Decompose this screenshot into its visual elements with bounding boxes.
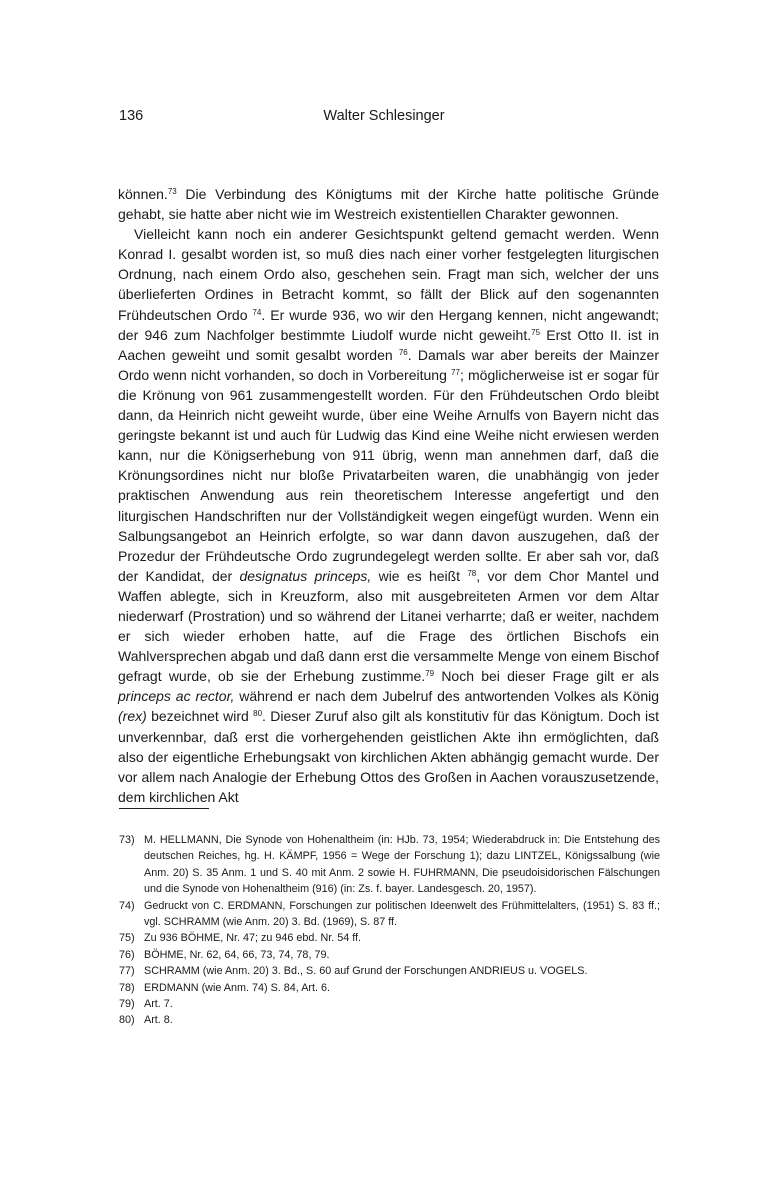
paragraph-2: [118, 224, 659, 807]
footnote-79: [119, 996, 660, 1012]
text-run: können.: [118, 186, 168, 202]
italic-term: designatus princeps,: [239, 567, 372, 584]
footnote-number: 80): [119, 1014, 135, 1027]
text-run: . Damals war aber bereits der Mainzer Ordo wenn nicht vorhanden, so doch in Vorbereitung: [118, 346, 659, 383]
paragraph-1: [118, 184, 659, 224]
footnote-ref-78: 78: [467, 568, 477, 578]
text-run: Die Verbindung des Königtums mit der Kirche hatte politische Gründe gehabt, sie hatte aber nicht wie im Westreich existentiellen Charakter gewonnen.: [118, 186, 659, 223]
footnote-ref-77: 77: [451, 367, 460, 377]
footnote-ref-80: 80: [253, 709, 263, 719]
text-run: während er nach dem Jubelruf des antwortenden Volkes als König: [234, 688, 660, 705]
footnote-ref-79: 79: [425, 669, 435, 679]
footnote-74: [119, 898, 660, 931]
italic-term: (rex): [118, 708, 147, 725]
footnote-77: [119, 963, 660, 979]
footnote-75: [119, 930, 660, 946]
text-run: ; möglicherweise ist er sogar für die Krönung von 961 zusammengestellt worden. Für den Frühdeutschen Ordo bleibt dann, da Heinrich nicht geweiht wurde, über eine Weihe Arnulfs von Bayern nicht das geringste bekannt ist und auch für Ludwig das Kind eine Weihe nicht erwiesen werden kann, nur die Königserhebung von 911 übrig, wenn man annehmen darf, daß die Krönungsordines nicht nur bloße Privatarbeiten waren, die unabhängig von jeder praktischen Anwendung aus rein theoretischem Interesse angefertigt und den liturgischen Handschriften nur der Vollständigkeit wegen eingefügt wurden. Wenn ein Salbungsangebot an Heinrich erfolgte, so war dann davon auszugehen, daß der Prozedur der Frühdeutsche Ordo zugrundegelegt werden sollte. Er aber sah vor, daß der Kandidat, der: [118, 366, 659, 584]
footnote-73: [119, 832, 660, 898]
text-run: wie es heißt: [371, 567, 468, 584]
text-run: . Er wurde 936, wo wir den Hergang kennen, nicht angewandt; der 946 zum Nachfolger bestimmte Liudolf wurde nicht geweiht.: [118, 306, 659, 343]
footnote-number: 73): [119, 834, 135, 846]
text-run: Erst Otto II. ist in Aachen geweiht und somit gesalbt worden: [118, 326, 660, 363]
text-run: Vielleicht kann noch ein anderer Gesichtspunkt geltend gemacht werden. Wenn Konrad I. gesalbt worden ist, so muß dies nach einer vorher festgelegten liturgischen Ordnung, nach einem Ordo also, geschehen sein. Fragt man sich, welcher der uns überlieferten Ordines in Betracht kommt, so fällt der Blick auf den sogenannten Frühdeutschen Ordo: [118, 226, 659, 323]
running-head: Walter Schlesinger: [323, 108, 445, 124]
text-run: . Dieser Zuruf also gilt als konstitutiv für das Königtum. Doch ist unverkennbar, daß erst die vorhergehenden geistlichen Akte ihn ermöglichten, daß also der eigentliche Erhebungsakt von kirchlichen Akten abhängig gemacht wurde. Der vor allem nach Analogie der Erhebung Ottos des Großen in Aachen vorauszusetzende, dem kirchlichen Akt: [118, 708, 659, 805]
footnote-text: Zu 936 BÖHME, Nr. 47; zu 946 ebd. Nr. 54 ff.: [144, 932, 362, 945]
italic-term: princeps ac rector,: [118, 688, 235, 705]
footnote-ref-76: 76: [398, 347, 408, 357]
footnote-text: Art. 8.: [144, 1014, 173, 1027]
text-run: Noch bei dieser Frage gilt er als: [434, 668, 659, 685]
footnote-text: SCHRAMM (wie Anm. 20) 3. Bd., S. 60 auf Grund der Forschungen ANDRIEUS u. VOGELS.: [144, 965, 588, 978]
text-run: , vor dem Chor Mantel und Waffen ablegte, sich in Kreuzform, also mit ausgebreiteten Armen vor dem Altar niederwarf (Prostration) und so während der Litanei verharrte; daß er weiter, nachdem er sich wieder erhoben hatte, auf die Frage des örtlichen Bischofs ein Wahlversprechen abgab und daß dann erst die versammelte Menge von einem Bischof gefragt wurde, ob sie der Erhebung zustimme.: [118, 567, 659, 685]
footnote-ref-75: 75: [531, 327, 541, 337]
footnote-number: 75): [119, 932, 135, 945]
footnote-number: 77): [119, 965, 135, 978]
footnote-text: BÖHME, Nr. 62, 64, 66, 73, 74, 78, 79.: [144, 948, 330, 961]
footnote-number: 74): [119, 899, 135, 912]
footnote-text: Gedruckt von C. ERDMANN, Forschungen zur politischen Ideenwelt des Frühmittelalters, (1951) S. 83 ff.; vgl. SCHRAMM (wie Anm. 20) 3. Bd. (1969), S. 87 ff.: [144, 899, 660, 929]
footnote-separator: [119, 808, 209, 809]
footnote-number: 78): [119, 981, 135, 994]
footnote-ref-73: 73: [167, 187, 177, 196]
footnote-text: ERDMANN (wie Anm. 74) S. 84, Art. 6.: [144, 981, 331, 994]
footnote-ref-74: 74: [252, 307, 262, 317]
text-run: bezeichnet wird: [146, 708, 254, 725]
footnote-76: [119, 947, 660, 963]
footnote-text: M. HELLMANN, Die Synode von Hohenaltheim (in: HJb. 73, 1954; Wiederabdruck in: Die Entstehung des deutschen Reiches, hg. H. KÄMPF, 1956 = Wege der Forschung 1); dazu LINTZEL, Königssalbung (wie Anm. 20) S. 35 Anm. 1 und S. 40 mit Anm. 2 sowie H. FUHRMANN, Die pseudoisidorischen Fälschungen und die Synode von Hohenaltheim (916) (in: Zs. f. bayer. Landesgesch. 20, 1957).: [144, 834, 660, 896]
footnotes: [119, 832, 660, 1029]
footnote-80: [119, 1012, 660, 1028]
footnote-number: 79): [119, 998, 135, 1011]
footnote-text: Art. 7.: [144, 998, 173, 1011]
body-text: [118, 184, 659, 807]
footnote-number: 76): [119, 948, 135, 961]
page-number: 136: [119, 108, 144, 124]
footnote-78: [119, 980, 660, 996]
